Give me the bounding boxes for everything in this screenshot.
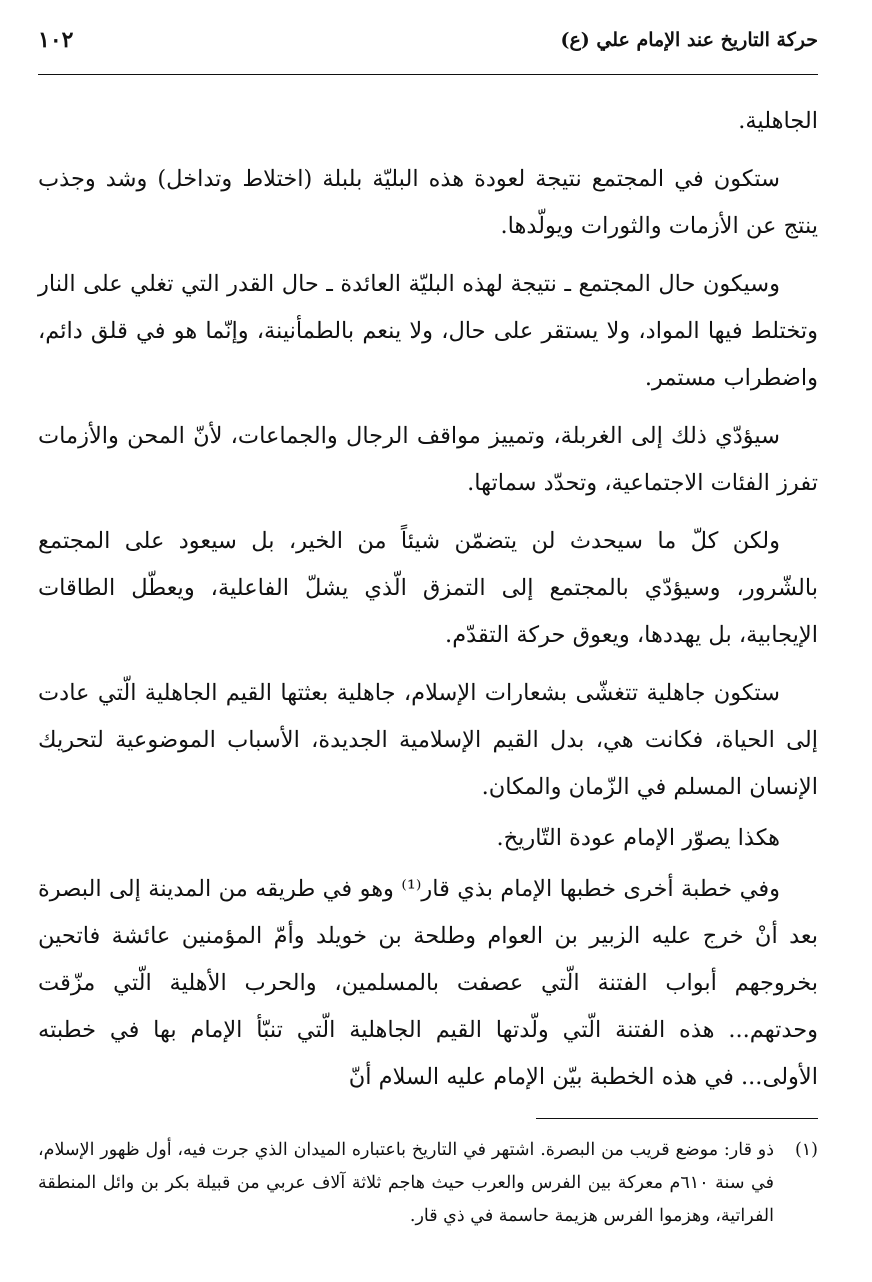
page-number: ١٠٢: [38, 27, 74, 53]
paragraph: وفي خطبة أخرى خطبها الإمام بذي قار⁽¹⁾ وهو في طريقه من المدينة إلى البصرة بعد أنْ خرج عليه الزبير بن العوام وطلحة بن خويلد وأمّ المؤمنين عائشة فاتحين بخروجهم أبواب الفتنة الّتي عصفت بالمسلمين، والحرب الأهلية الّتي مزّقت وحدتهم... هذه الفتنة الّتي ولّدتها القيم الجاهلية الّتي تنبّأ الإمام بها في خطبته الأولى... في هذه الخطبة بيّن الإمام عليه السلام أنّ: [38, 876, 818, 1090]
paragraph-continuation: الجاهلية.: [738, 108, 818, 134]
paragraph: سيؤدّي ذلك إلى الغربلة، وتمييز مواقف الرجال والجماعات، لأنّ المحن والأزمات تفرز الفئات الاجتماعية، وتحدّد سماتها.: [38, 423, 818, 496]
paragraph: ولكن كلّ ما سيحدث لن يتضمّن شيئاً من الخير، بل سيعود على المجتمع بالشّرور، وسيؤدّي بالمجتمع إلى التمزق الّذي يشلّ الفاعلية، ويعطّل الطاقات الإيجابية، بل يهددها، ويعوق حركة التقدّم.: [38, 528, 818, 648]
footnote: [38, 1134, 818, 1233]
paragraph: ستكون جاهلية تتغشّى بشعارات الإسلام، جاهلية بعثتها القيم الجاهلية الّتي عادت إلى الحياة، فكانت هي، بدل القيم الإسلامية الجديدة، الأسباب الموضوعية لتحريك الإنسان المسلم في الزّمان والمكان.: [38, 680, 818, 800]
running-title: حركة التاريخ عند الإمام علي (ع): [560, 29, 818, 51]
footnote-text: ذو قار: موضع قريب من البصرة. اشتهر في التاريخ باعتباره الميدان الذي جرت فيه، أول ظهور الإسلام، في سنة ٦١٠م معركة بين الفرس والعرب حيث هاجم ثلاثة آلاف عربي من قبيلة بكر بن وائل المنطقة الفراتية، وهزموا الفرس هزيمة حاسمة في ذي قار.: [38, 1140, 774, 1226]
paragraph: هكذا يصوّر الإمام عودة التّاريخ.: [496, 825, 780, 851]
paragraph: وسيكون حال المجتمع ـ نتيجة لهذه البليّة العائدة ـ حال القدر التي تغلي على النار وتختلط فيها المواد، ولا يستقر على حال، ولا ينعم بالطمأنينة، وإنّما هو في قلق دائم، واضطراب مستمر.: [38, 271, 818, 391]
footnote-marker: (١): [794, 1140, 818, 1160]
book-page: [38, 18, 818, 1268]
header-rule: [38, 74, 818, 75]
paragraph: ستكون في المجتمع نتيجة لعودة هذه البليّة بلبلة (اختلاط وتداخل) وشد وجذب ينتج عن الأزمات والثورات ويولّدها.: [38, 166, 818, 239]
footnote-rule: [536, 1118, 818, 1119]
footnotes: [38, 1134, 818, 1233]
main-text: [38, 98, 818, 1112]
running-header: [38, 18, 818, 62]
